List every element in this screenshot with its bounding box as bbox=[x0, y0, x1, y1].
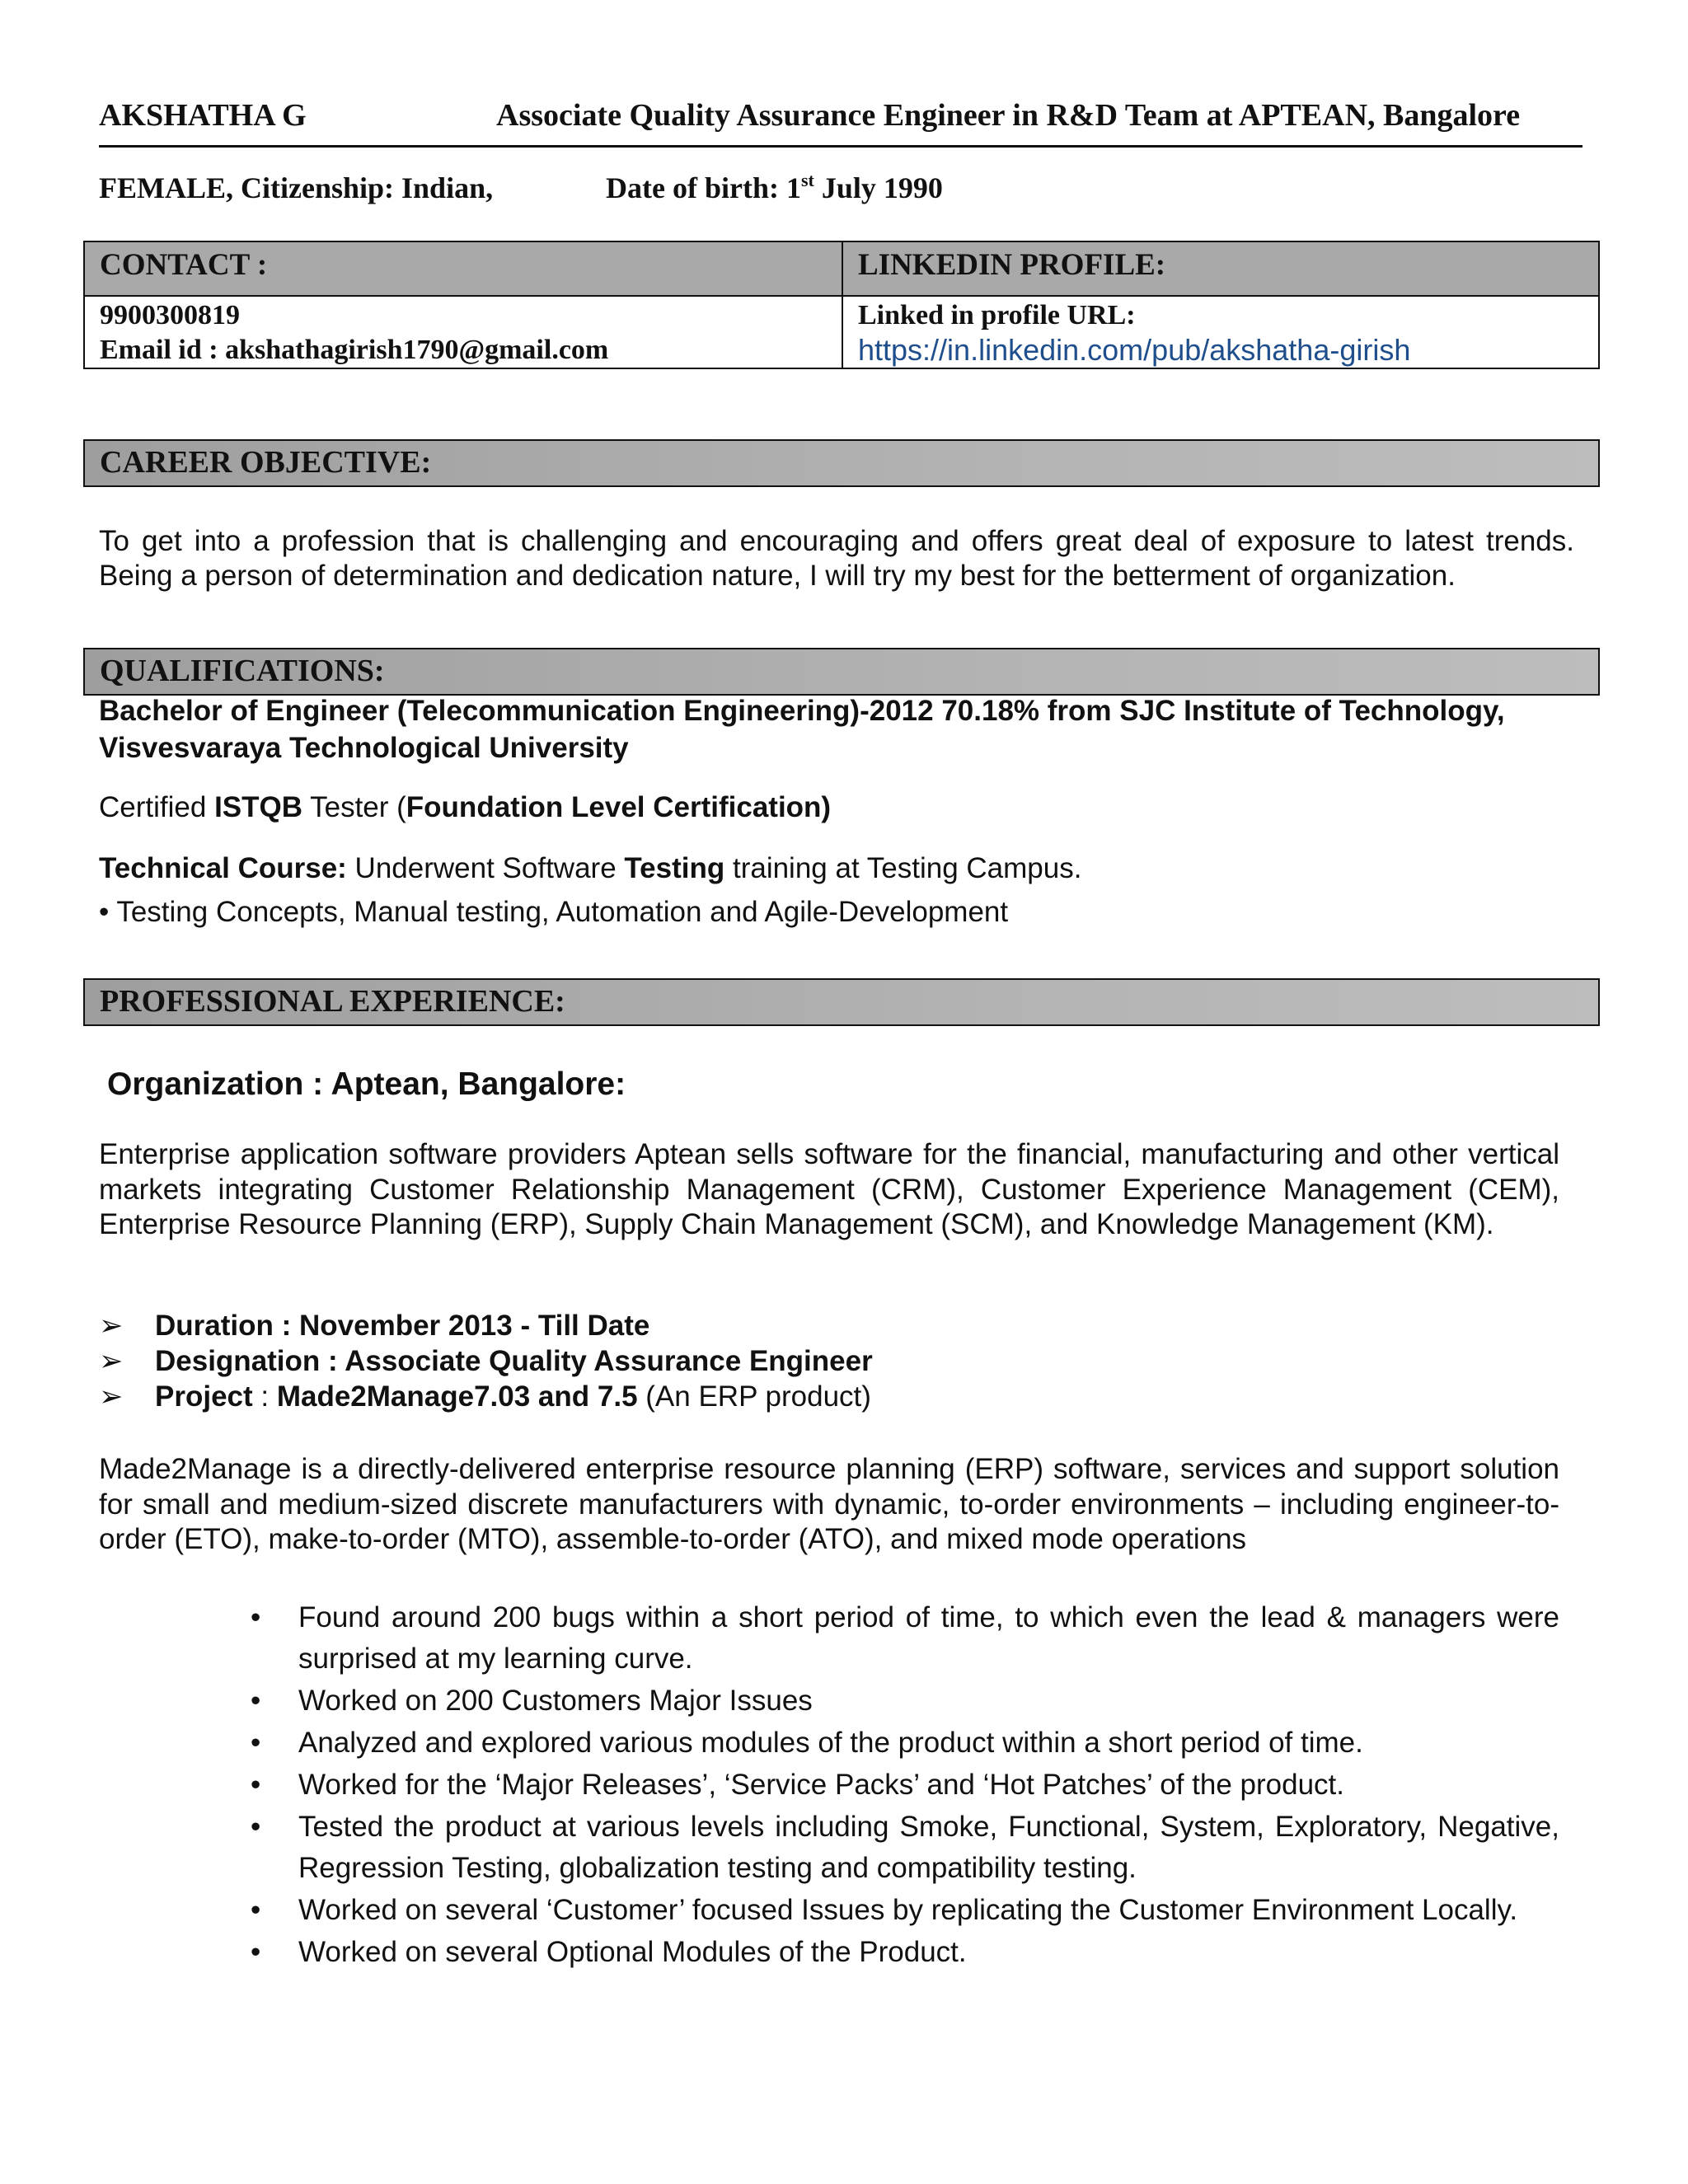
course-text-1: Underwent Software bbox=[346, 852, 625, 884]
highlight-item bbox=[198, 1807, 1559, 1889]
linkedin-url-link[interactable]: https://in.linkedin.com/pub/akshatha-girish bbox=[858, 333, 1411, 367]
technical-course-label: Technical Course: bbox=[99, 852, 347, 884]
career-objective-text: To get into a profession that is challenging and encouraging and offers great deal of exposure to latest trends. Being a person of determination and dedication nature, I will try my best for the betterment of organization. bbox=[99, 525, 1574, 592]
technical-course-line bbox=[99, 851, 1081, 886]
cert-istqb: ISTQB bbox=[214, 791, 303, 823]
designation-text: Designation : Associate Quality Assurance Engineer bbox=[155, 1345, 873, 1377]
highlight-text: Worked on several ‘Customer’ focused Issues by replicating the Customer Environment Locally. bbox=[298, 1894, 1518, 1926]
linkedin-heading: LINKEDIN PROFILE: bbox=[843, 242, 1598, 297]
highlight-item bbox=[198, 1765, 1559, 1806]
bullet-dot-icon: • bbox=[251, 1685, 261, 1717]
resume-header bbox=[99, 97, 1582, 148]
candidate-headline: Associate Quality Assurance Engineer in R&D Team at APTEAN, Bangalore bbox=[496, 98, 1521, 133]
cert-middle: Tester ( bbox=[302, 791, 406, 823]
organization-description: Enterprise application software providers Aptean sells software for the financial, manufacturing and other vertical markets integrating Customer Relationship Management (CRM), Customer Experience Management (CEM), Enterprise Resource Planning (ERP), Supply Chain Management (SCM), and Knowledge Management (KM). bbox=[99, 1138, 1559, 1240]
phone-number: 9900300819 bbox=[100, 300, 240, 330]
highlight-item bbox=[198, 1932, 1559, 1973]
dob-superscript: st bbox=[800, 170, 814, 190]
contact-cell bbox=[85, 297, 843, 368]
contact-heading: CONTACT : bbox=[85, 242, 843, 297]
bullet-dot-icon: • bbox=[251, 1727, 261, 1759]
course-text-2: training at Testing Campus. bbox=[724, 852, 1082, 884]
professional-experience-heading: PROFESSIONAL EXPERIENCE: bbox=[83, 978, 1600, 1026]
designation-item bbox=[99, 1344, 873, 1379]
highlight-text: Analyzed and explored various modules of the product within a short period of time. bbox=[298, 1727, 1363, 1759]
linkedin-cell bbox=[843, 297, 1598, 368]
contact-table bbox=[83, 241, 1600, 369]
duration-text: Duration : November 2013 - Till Date bbox=[155, 1310, 650, 1342]
date-of-birth bbox=[606, 171, 943, 205]
project-name: Made2Manage7.03 and 7.5 bbox=[276, 1380, 638, 1413]
bullet-dot-icon: • bbox=[251, 1601, 261, 1633]
project-label: Project bbox=[155, 1380, 253, 1413]
project-note: (An ERP product) bbox=[637, 1380, 871, 1413]
highlight-text: Found around 200 bugs within a short period of time, to which even the lead & managers were surprised at my learning curve. bbox=[298, 1601, 1559, 1675]
bullet-dot-icon: • bbox=[251, 1769, 261, 1801]
project-description: Made2Manage is a directly-delivered enterprise resource planning (ERP) software, services and support solution for small and medium-sized discrete manufacturers with dynamic, to-order environments – including engineer-to-order (ETO), make-to-order (MTO), assemble-to-order (ATO), and mixed mode operations bbox=[99, 1453, 1559, 1555]
testing-topics: • Testing Concepts, Manual testing, Automation and Agile-Development bbox=[99, 896, 1009, 928]
candidate-name: AKSHATHA G bbox=[99, 98, 307, 133]
degree-details: Bachelor of Engineer (Telecommunication Engineering)-2012 70.18% from SJC Institute of Technology, Visvesvaraya Technological University bbox=[99, 695, 1505, 764]
duration-item bbox=[99, 1309, 649, 1343]
linkedin-label: Linked in profile URL: bbox=[858, 300, 1136, 330]
email-address[interactable]: Email id : akshathagirish1790@gmail.com bbox=[100, 335, 609, 365]
bullet-dot-icon: • bbox=[251, 1894, 261, 1926]
arrow-bullet-icon: ➢ bbox=[99, 1380, 124, 1413]
highlight-item bbox=[198, 1680, 1559, 1722]
arrow-bullet-icon: ➢ bbox=[99, 1345, 124, 1377]
certification-line bbox=[99, 790, 831, 825]
bullet-dot-icon: • bbox=[251, 1936, 261, 1968]
course-testing: Testing bbox=[624, 852, 725, 884]
highlight-item bbox=[198, 1890, 1559, 1931]
highlight-text: Tested the product at various levels including Smoke, Functional, System, Exploratory, Negative, Regression Testing, globalization testing and compatibility testing. bbox=[298, 1811, 1559, 1884]
organization-name: Organization : Aptean, Bangalore: bbox=[107, 1066, 626, 1102]
qualifications-heading: QUALIFICATIONS: bbox=[83, 648, 1600, 696]
highlight-text: Worked for the ‘Major Releases’, ‘Service Packs’ and ‘Hot Patches’ of the product. bbox=[298, 1769, 1345, 1801]
dob-prefix: Date of birth: 1 bbox=[606, 171, 801, 204]
project-separator: : bbox=[252, 1380, 277, 1413]
highlight-text: Worked on 200 Customers Major Issues bbox=[298, 1685, 813, 1717]
cert-level: Foundation Level Certification) bbox=[406, 791, 832, 823]
career-objective-heading: CAREER OBJECTIVE: bbox=[83, 439, 1600, 487]
cert-prefix: Certified bbox=[99, 791, 215, 823]
highlight-item bbox=[198, 1597, 1559, 1680]
arrow-bullet-icon: ➢ bbox=[99, 1310, 124, 1342]
experience-highlights bbox=[198, 1597, 1559, 1974]
dob-suffix: July 1990 bbox=[814, 171, 943, 204]
highlight-item bbox=[198, 1722, 1559, 1764]
bullet-dot-icon: • bbox=[251, 1811, 261, 1843]
personal-info: FEMALE, Citizenship: Indian, bbox=[99, 171, 494, 204]
project-item bbox=[99, 1380, 871, 1414]
highlight-text: Worked on several Optional Modules of the Product. bbox=[298, 1936, 967, 1968]
